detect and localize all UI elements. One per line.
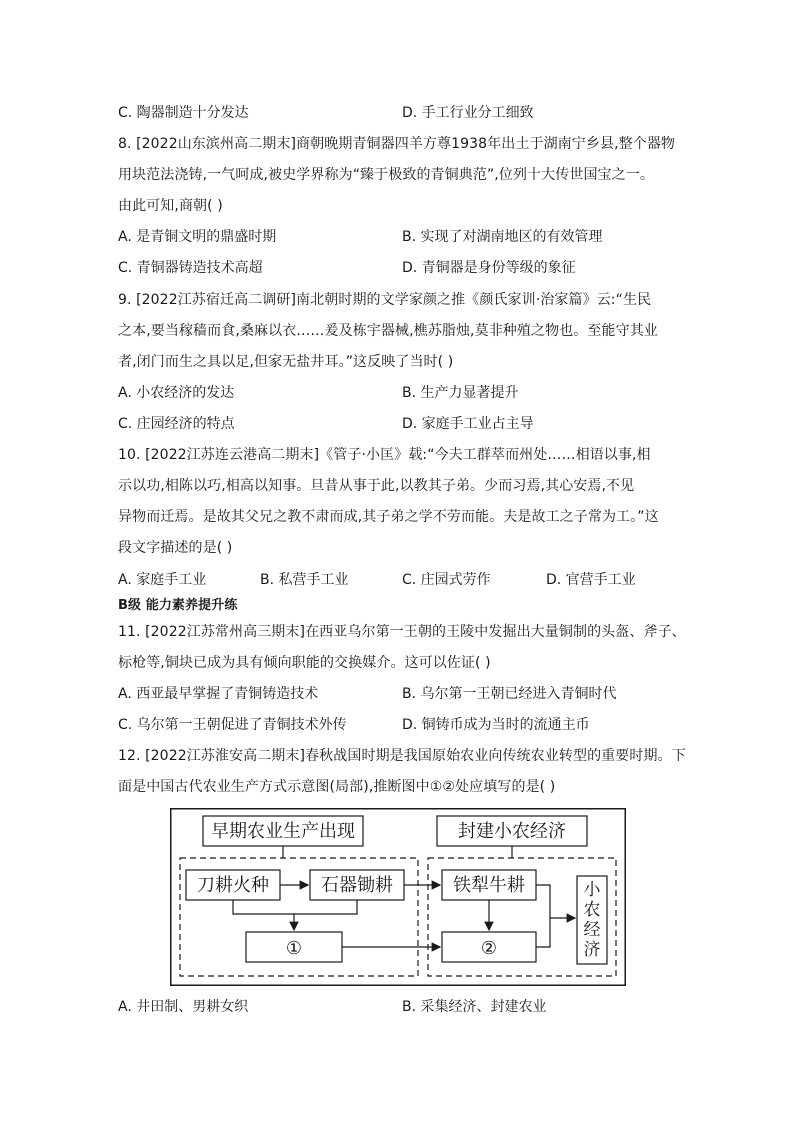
q10-stem-line-1: 10. [2022江苏连云港高二期末]《管子·小匡》载:“今夫工群萃而州处……相语以事,相 xyxy=(118,447,651,463)
merge-line-row1 xyxy=(233,900,357,914)
q7-option-c[interactable]: C. 陶器制造十分发达 xyxy=(118,105,249,121)
small-peasant-economy-char-2: 农 xyxy=(583,900,601,920)
q8-stem-line-3: 由此可知,商朝( ) xyxy=(118,198,223,214)
q11-option-b[interactable]: B. 乌尔第一王朝已经进入青铜时代 xyxy=(402,686,617,702)
q10-option-c[interactable]: C. 庄园式劳作 xyxy=(402,572,491,588)
q11-option-d[interactable]: D. 铜铸币成为当时的流通主币 xyxy=(402,717,590,733)
q10-stem-line-2: 示以功,相陈以巧,相高以知事。旦昔从事于此,以教其子弟。少而习焉,其心安焉,不见 xyxy=(118,478,635,494)
q11-stem-line-1: 11. [2022江苏常州高三期末]在西亚乌尔第一王朝的王陵中发掘出大量铜制的头盔、斧子、 xyxy=(118,624,686,640)
q8-option-a[interactable]: A. 是青铜文明的鼎盛时期 xyxy=(118,229,277,245)
merge-line-right xyxy=(536,885,550,947)
small-peasant-economy-char-3: 经 xyxy=(583,920,601,940)
feudal-small-peasant-label: 封建小农经济 xyxy=(458,821,566,842)
q12-stem-line-1: 12. [2022江苏淮安高二期末]春秋战国时期是我国原始农业向传统农业转型的重要时期。下 xyxy=(118,748,686,764)
small-peasant-economy-char-1: 小 xyxy=(583,880,601,900)
q9-stem-line-2: 之本,要当稼穑而食,桑麻以衣……爰及栋宇器械,樵苏脂烛,莫非种殖之物也。至能守其业 xyxy=(118,323,658,339)
q9-option-a[interactable]: A. 小农经济的发达 xyxy=(118,385,235,401)
q10-stem-line-3: 异物而迁焉。是故其父兄之教不肃而成,其子弟之学不劳而能。夫是故工之子常为工。”这 xyxy=(118,509,659,525)
q12-option-a[interactable]: A. 井田制、男耕女织 xyxy=(118,999,249,1015)
stone-hoe-label: 石器锄耕 xyxy=(321,875,393,896)
q8-stem-line-2: 用块范法浇铸,一气呵成,被史学界称为“臻于极致的青铜典范”,位列十大传世国宝之一。 xyxy=(118,167,654,183)
q11-option-c[interactable]: C. 乌尔第一王朝促进了青铜技术外传 xyxy=(118,717,347,733)
q9-stem-line-1: 9. [2022江苏宿迁高二调研]南北朝时期的文学家颜之推《颜氏家训·治家篇》云:“生民 xyxy=(118,292,652,308)
agriculture-flow-diagram xyxy=(170,808,626,986)
q10-option-b[interactable]: B. 私营手工业 xyxy=(260,572,349,588)
q9-stem-line-3: 者,闭门而生之具以足,但家无盐井耳。”这反映了当时( ) xyxy=(118,354,454,370)
q8-option-c[interactable]: C. 青铜器铸造技术高超 xyxy=(118,260,263,276)
blank-2-label: ② xyxy=(480,938,498,959)
q10-stem-line-4: 段文字描述的是( ) xyxy=(118,540,233,556)
q8-option-b[interactable]: B. 实现了对湖南地区的有效管理 xyxy=(402,229,603,245)
slash-burn-label: 刀耕火种 xyxy=(197,875,269,896)
q9-option-c[interactable]: C. 庄园经济的特点 xyxy=(118,416,235,432)
q7-option-d[interactable]: D. 手工行业分工细致 xyxy=(402,105,534,121)
q9-option-b[interactable]: B. 生产力显著提升 xyxy=(402,385,519,401)
q11-stem-line-2: 标枪等,铜块已成为具有倾向职能的交换媒介。这可以佐证( ) xyxy=(118,655,491,671)
q12-stem-line-2: 面是中国古代农业生产方式示意图(局部),推断图中①②处应填写的是( ) xyxy=(118,779,556,795)
q12-option-b[interactable]: B. 采集经济、封建农业 xyxy=(402,999,547,1015)
blank-1-label: ① xyxy=(285,938,303,959)
q8-stem-line-1: 8. [2022山东滨州高二期末]商朝晚期青铜器四羊方尊1938年出土于湖南宁乡县,整个器物 xyxy=(118,136,676,152)
q9-option-d[interactable]: D. 家庭手工业占主导 xyxy=(402,416,534,432)
early-agriculture-label: 早期农业生产出现 xyxy=(211,821,355,842)
q8-option-d[interactable]: D. 青铜器是身份等级的象征 xyxy=(402,260,576,276)
small-peasant-economy-char-4: 济 xyxy=(583,940,601,960)
iron-plow-ox-label: 铁犁牛耕 xyxy=(453,875,525,896)
q10-option-a[interactable]: A. 家庭手工业 xyxy=(118,572,207,588)
q10-option-d[interactable]: D. 官营手工业 xyxy=(546,572,636,588)
q11-option-a[interactable]: A. 西亚最早掌握了青铜铸造技术 xyxy=(118,686,319,702)
section-b-heading: B级 能力素养提升练 xyxy=(118,598,238,613)
